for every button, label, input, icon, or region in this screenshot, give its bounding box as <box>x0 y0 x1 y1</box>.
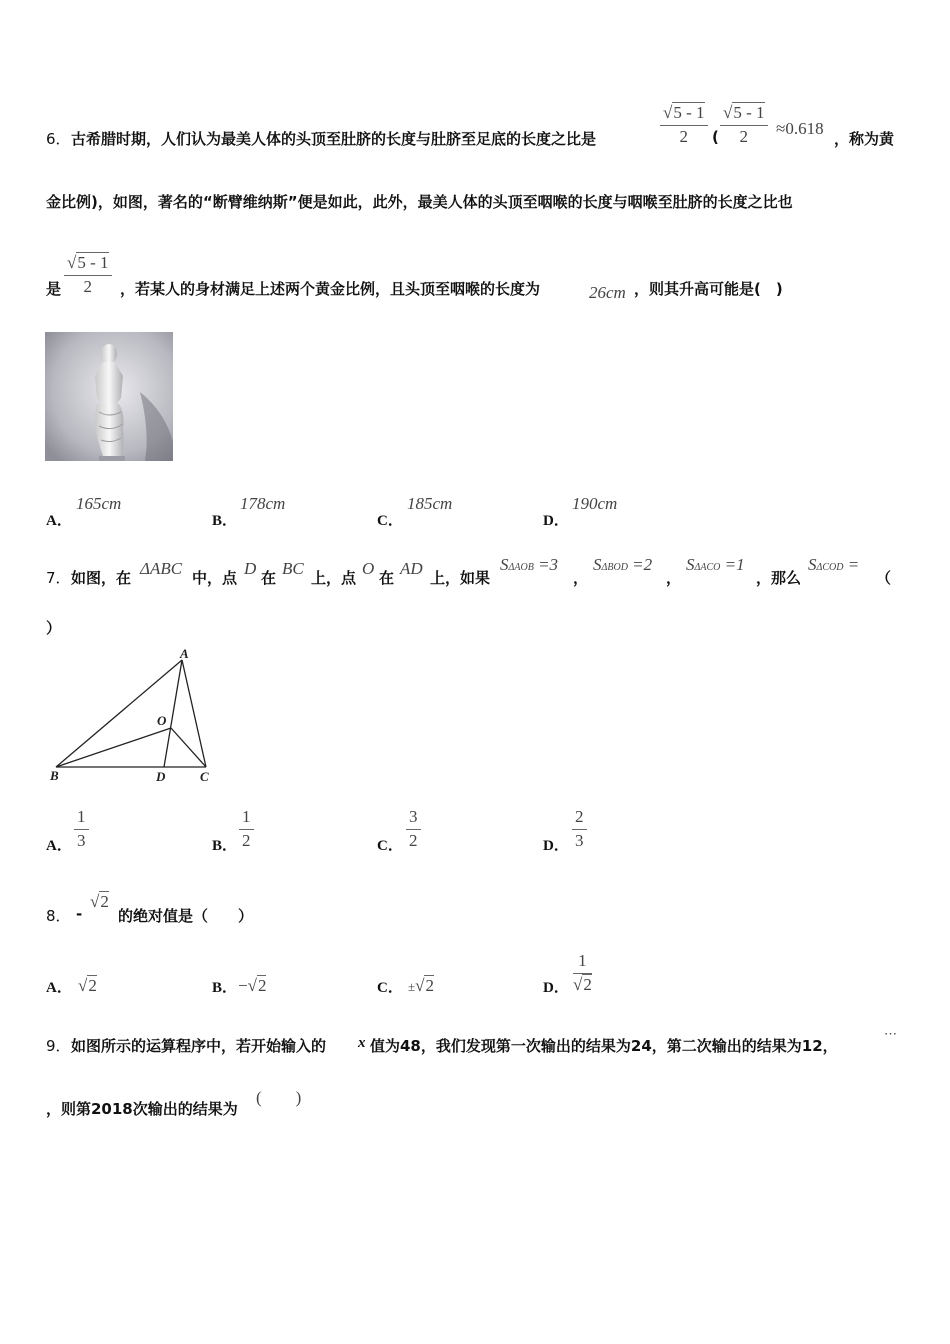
question-text: ，则第2018次输出的结果为 <box>46 1100 238 1118</box>
vertex-a-label: A <box>180 646 189 661</box>
question-text: 在 <box>261 569 277 587</box>
option-b-label[interactable]: B． <box>212 980 238 996</box>
fraction-denominator: 2 <box>739 127 748 146</box>
line-ad <box>164 660 182 767</box>
segment-ad: AD <box>400 559 423 578</box>
vertex-d-label: D <box>156 769 166 784</box>
option-c-label[interactable]: C． <box>377 980 403 996</box>
separator: ， <box>666 569 682 587</box>
minus-sign: - <box>76 905 83 923</box>
approx-value: ≈0.618 <box>776 119 824 138</box>
fraction-denominator: 2 <box>83 277 92 296</box>
option-c-fraction[interactable]: $\frac{3}{2}$ <box>406 806 421 852</box>
golden-ratio-fraction-3: $\frac{√5 - 1}{2}$ <box>64 252 112 298</box>
fraction-numerator: 5 - 1 <box>733 103 765 122</box>
option-c-value[interactable]: ±√2 <box>408 976 434 995</box>
question-text: 中，点 <box>192 569 238 587</box>
option-a-label[interactable]: A． <box>46 513 72 529</box>
area-aco: SΔACO =1 <box>686 555 745 574</box>
triangle-svg <box>46 646 216 786</box>
option-d-label[interactable]: D． <box>543 513 569 529</box>
question-number: 8． <box>46 907 71 925</box>
question-text: 上，如果 <box>430 569 491 587</box>
triangle-figure <box>46 646 216 786</box>
line-oc <box>171 728 206 767</box>
fraction-numerator: 5 - 1 <box>77 253 109 272</box>
length-value: 26cm <box>589 283 626 302</box>
paren-open: （ <box>876 569 892 587</box>
triangle-abc: ΔABC <box>140 559 183 578</box>
line-ac <box>182 660 206 767</box>
option-b-fraction[interactable]: $\frac{1}{2}$ <box>239 806 254 852</box>
fraction-denominator: 2 <box>679 127 688 146</box>
question-text: 如图所示的运算程序中，若开始输入的 <box>71 1037 327 1055</box>
question-text: ，若某人的身材满足上述两个黄金比例，且头顶至咽喉的长度为 <box>120 280 541 298</box>
question-text: 上，点 <box>311 569 357 587</box>
question-text: 在 <box>379 569 395 587</box>
question-text: 是 <box>46 280 62 298</box>
option-d-value[interactable]: 190cm <box>572 494 618 513</box>
question-text: 的绝对值是（ ） <box>118 907 254 925</box>
answer-blank: ( ) <box>256 1088 302 1107</box>
option-c-value[interactable]: 185cm <box>407 494 453 513</box>
separator: ， <box>573 569 589 587</box>
option-b-value[interactable]: 178cm <box>240 494 286 513</box>
option-b-label[interactable]: B． <box>212 513 238 529</box>
vertex-c-label: C <box>200 769 209 784</box>
paren-open: ( <box>712 128 719 146</box>
option-a-label[interactable]: A． <box>46 838 72 854</box>
question-number: 7． <box>46 569 71 587</box>
option-a-value[interactable]: 165cm <box>76 494 122 513</box>
point-o-label: O <box>157 713 167 728</box>
area-cod: SΔCOD = <box>808 555 860 574</box>
option-d-fraction[interactable]: $\frac{1}{√2}$ <box>573 951 592 994</box>
question-number: 6． <box>46 130 71 148</box>
question-text: ，则其升高可能是( ) <box>634 280 783 298</box>
option-d-label[interactable]: D． <box>543 838 569 854</box>
point-o: O <box>362 559 375 578</box>
area-aob: SΔAOB =3 <box>500 555 559 574</box>
question-text: ，称为黄 <box>834 130 895 148</box>
question-text: 金比例)，如图，著名的“断臂维纳斯”便是如此，此外，最美人体的头顶至咽喉的长度与咽喉至肚脐的长度之比也 <box>46 193 793 211</box>
option-a-value[interactable]: √2 <box>78 976 97 995</box>
point-d: D <box>244 559 257 578</box>
question-number: 9． <box>46 1037 71 1055</box>
option-c-label[interactable]: C． <box>377 513 403 529</box>
option-b-label[interactable]: B． <box>212 838 238 854</box>
statue-svg <box>45 332 173 461</box>
golden-ratio-fraction: $\frac{√5 - 1}{2}$ <box>660 102 708 148</box>
option-a-fraction[interactable]: $\frac{1}{3}$ <box>74 806 89 852</box>
question-text: 值为48，我们发现第一次输出的结果为24，第二次输出的结果为12， <box>370 1037 838 1055</box>
golden-ratio-fraction-2: $\frac{√5 - 1}{2}$ <box>720 102 768 148</box>
line-bo <box>56 728 171 767</box>
area-bod: SΔBOD =2 <box>593 555 653 574</box>
sqrt-2: √2 <box>90 892 109 911</box>
venus-statue-image <box>45 332 173 461</box>
vertex-b-label: B <box>50 768 59 783</box>
variable-x: x <box>358 1035 366 1051</box>
paren-close: ） <box>46 619 62 637</box>
question-text: 古希腊时期，人们认为最美人体的头顶至肚脐的长度与肚脐至足底的长度之比是 <box>71 130 597 148</box>
option-a-label[interactable]: A． <box>46 980 72 996</box>
ellipsis: ⋯ <box>884 1026 897 1041</box>
option-b-value[interactable]: −√2 <box>238 976 267 995</box>
option-d-label[interactable]: D． <box>543 980 569 996</box>
option-c-label[interactable]: C． <box>377 838 403 854</box>
option-d-fraction[interactable]: $\frac{2}{3}$ <box>572 806 587 852</box>
question-text: 如图，在 <box>71 569 132 587</box>
segment-bc: BC <box>282 559 304 578</box>
question-text: ，那么 <box>756 569 802 587</box>
fraction-numerator: 5 - 1 <box>673 103 705 122</box>
